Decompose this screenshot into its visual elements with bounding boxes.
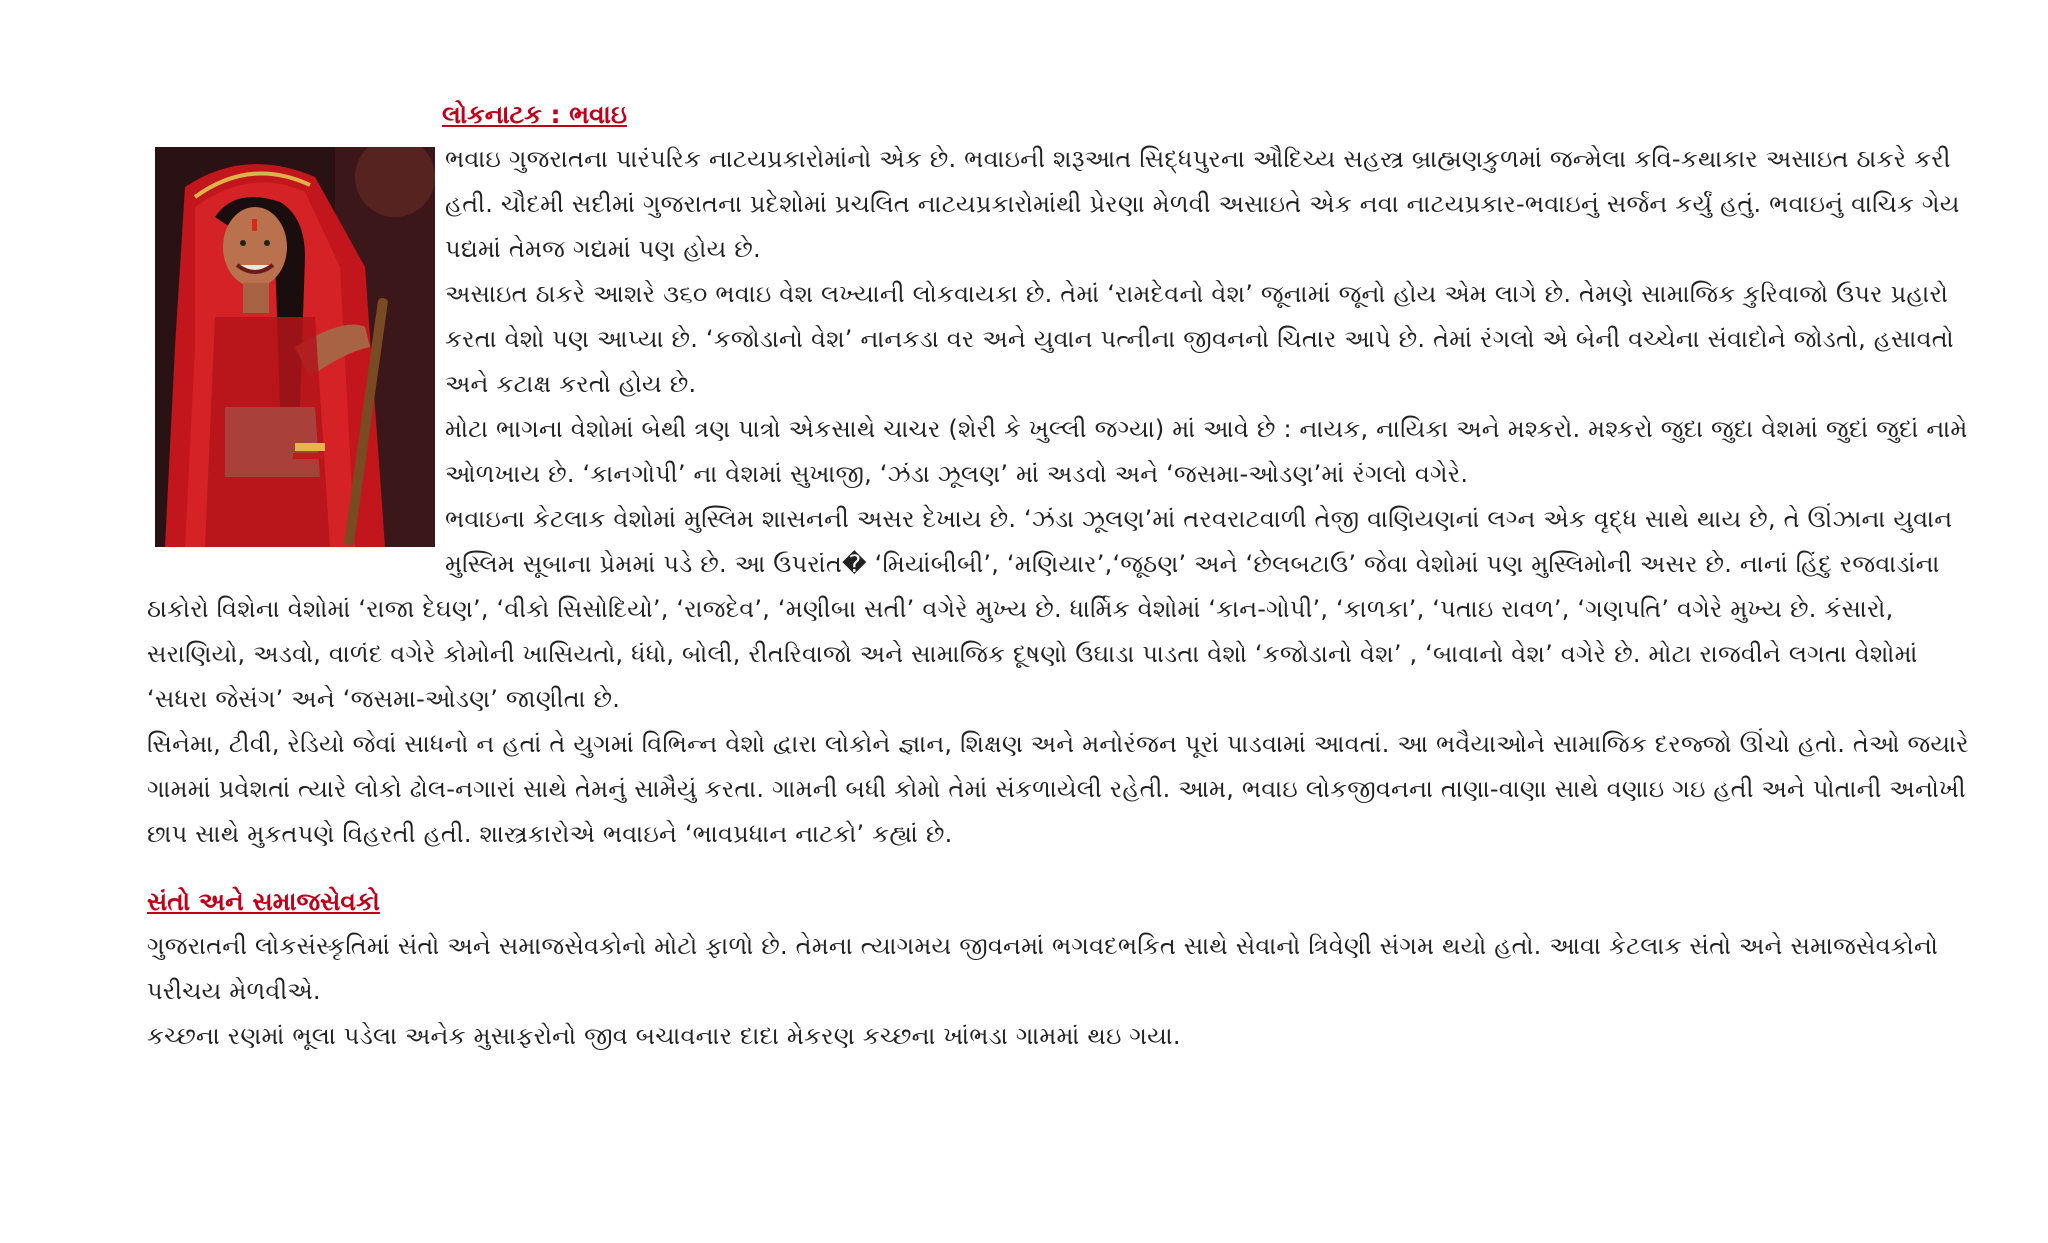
paragraph-asait-thakar: અસાઇત ઠાકરે આશરે ૩૬૦ ભવાઇ વેશ લખ્યાની લોકવાયકા છે. તેમાં ‘રામદેવનો વેશ’ જૂનામાં જૂનો હોય એમ લાગે છે. તેમણે સામાજિક કુરિવાજો ઉપર પ્રહારો કરતા વેશો પણ આપ્યા છે. ‘કજોડાનો વેશ’ નાનકડા વર અને યુવાન પત્નીના જીવનનો ચિતાર આપે છે. તેમાં રંગલો એ બેની વચ્ચેના સંવાદોને જોડતો, હસાવતો અને કટાક્ષ કરતો હોય છે. xyxy=(445,280,1954,398)
paragraph-social-status: સિનેમા, ટીવી, રેડિયો જેવાં સાધનો ન હતાં તે યુગમાં વિભિન્ન વેશો દ્વારા લોકોને જ્ઞાન, શિક્ષણ અને મનોરંજન પૂરાં પાડવામાં આવતાં. આ ભવૈયાઓને સામાજિક દરજ્જો ઊંચો હતો. તેઓ જયારે ગામમાં પ્રવેશતાં ત્યારે લોકો ઢોલ-નગારાં સાથે તેમનું સામૈયું કરતા. ગામની બધી કોમો તેમાં સંકળાયેલી રહેતી. આમ, ભવાઇ લોકજીવનના તાણા-વાણા સાથે વણાઇ ગઇ હતી અને પોતાની અનોખી છાપ સાથે મુકતપણે વિહરતી હતી. શાસ્ત્રકારોએ ભવાઇને ‘ભાવપ્રધાન નાટકો’ કહ્યાં છે. xyxy=(147,730,1969,848)
bhavai-performer-photo xyxy=(155,147,435,547)
performer-illustration xyxy=(155,147,435,547)
section-saints xyxy=(147,879,1977,1059)
document-page xyxy=(147,92,1977,1059)
paragraph-muslim-influence: ભવાઇના કેટલાક વેશોમાં મુસ્લિમ શાસનની અસર દેખાય છે. ‘ઝંડા ઝૂલણ’માં તરવરાટવાળી તેજી વાણિયણનાં લગ્ન એક વૃદ્ધ સાથે થાય છે, તે ઊંઝાના યુવાન મુસ્લિમ સૂબાના પ્રેમમાં પડે છે. આ ઉપરાંત� ‘મિયાંબીબી’, ‘મણિયાર’,‘જૂઠણ’ અને ‘છેલબટાઉ’ જેવા વેશોમાં પણ મુસ્લિમોની અસર છે. નાનાં હિંદુ રજવાડાંના ઠાકોરો વિશેના વેશોમાં ‘રાજા દેઘણ’, ‘વીકો સિસોદિયો’, ‘રાજદેવ’, ‘મણીબા સતી’ વગેરે મુખ્ય છે. ધાર્મિક વેશોમાં ‘કાન-ગોપી’, ‘કાળકા’, ‘પતાઇ રાવળ’, ‘ગણપતિ’ વગેરે મુખ્ય છે. કંસારો, સરાણિયો, અડવો, વાળંદ વગેરે કોમોની ખાસિયતો, ધંધો, બોલી, રીતરિવાજો અને સામાજિક દૂષણો ઉઘાડા પાડતા વેશો ‘કજોડાનો વેશ’ , ‘બાવાનો વેશ’ વગેરે છે. મોટા રાજવીને લગતા વેશોમાં ‘સધરા જેસંગ’ અને ‘જસમા-ઓડણ’ જાણીતા છે. xyxy=(147,505,1953,713)
paragraph-characters: મોટા ભાગના વેશોમાં બેથી ત્રણ પાત્રો એકસાથે ચાચર (શેરી કે ખુલ્લી જગ્યા) માં આવે છે : નાયક, નાયિકા અને મશ્કરો. મશ્કરો જુદા જુદા વેશમાં જુદાં જુદાં નામે ઓળખાય છે. ‘કાનગોપી’ ના વેશમાં સુખાજી, ‘ઝંડા ઝૂલણ’ માં અડવો અને ‘જસમા-ઓડણ’માં રંગલો વગેરે. xyxy=(445,415,1968,488)
paragraph-bhavai-origin: ભવાઇ ગુજરાતના પારંપરિક નાટયપ્રકારોમાંનો એક છે. ભવાઇની શરૂઆત સિદ્ધપુરના ઔદિચ્ય સહસ્ત્ર બ્રાહ્મણકુળમાં જન્મેલા કવિ-કથાકાર અસાઇત ઠાકરે કરી હતી. ચૌદમી સદીમાં ગુજરાતના પ્રદેશોમાં પ્રચલિત નાટયપ્રકારોમાંથી પ્રેરણા મેળવી અસાઇતે એક નવા નાટયપ્રકાર-ભવાઇનું સર્જન કર્યું હતું. ભવાઇનું વાચિક ગેય પદ્યમાં તેમજ ગદ્યમાં પણ હોય છે. xyxy=(445,145,1960,263)
paragraph-dada-mekaran: કચ્છના રણમાં ભૂલા પડેલા અનેક મુસાફરોનો જીવ બચાવનાર દાદા મેકરણ કચ્છના ખાંભડા ગામમાં થઇ ગયા. xyxy=(147,1022,1181,1050)
section-title-bhavai: લોકનાટક : ભવાઇ xyxy=(442,100,627,129)
paragraph-saints-intro: ગુજરાતની લોકસંસ્કૃતિમાં સંતો અને સમાજસેવકોનો મોટો ફાળો છે. તેમના ત્યાગમય જીવનમાં ભગવદભકિત સાથે સેવાનો ત્રિવેણી સંગમ થયો હતો. આવા કેટલાક સંતો અને સમાજસેવકોનો પરીચય મેળવીએ. xyxy=(147,932,1939,1005)
section-title-saints: સંતો અને સમાજસેવકો xyxy=(147,887,380,916)
